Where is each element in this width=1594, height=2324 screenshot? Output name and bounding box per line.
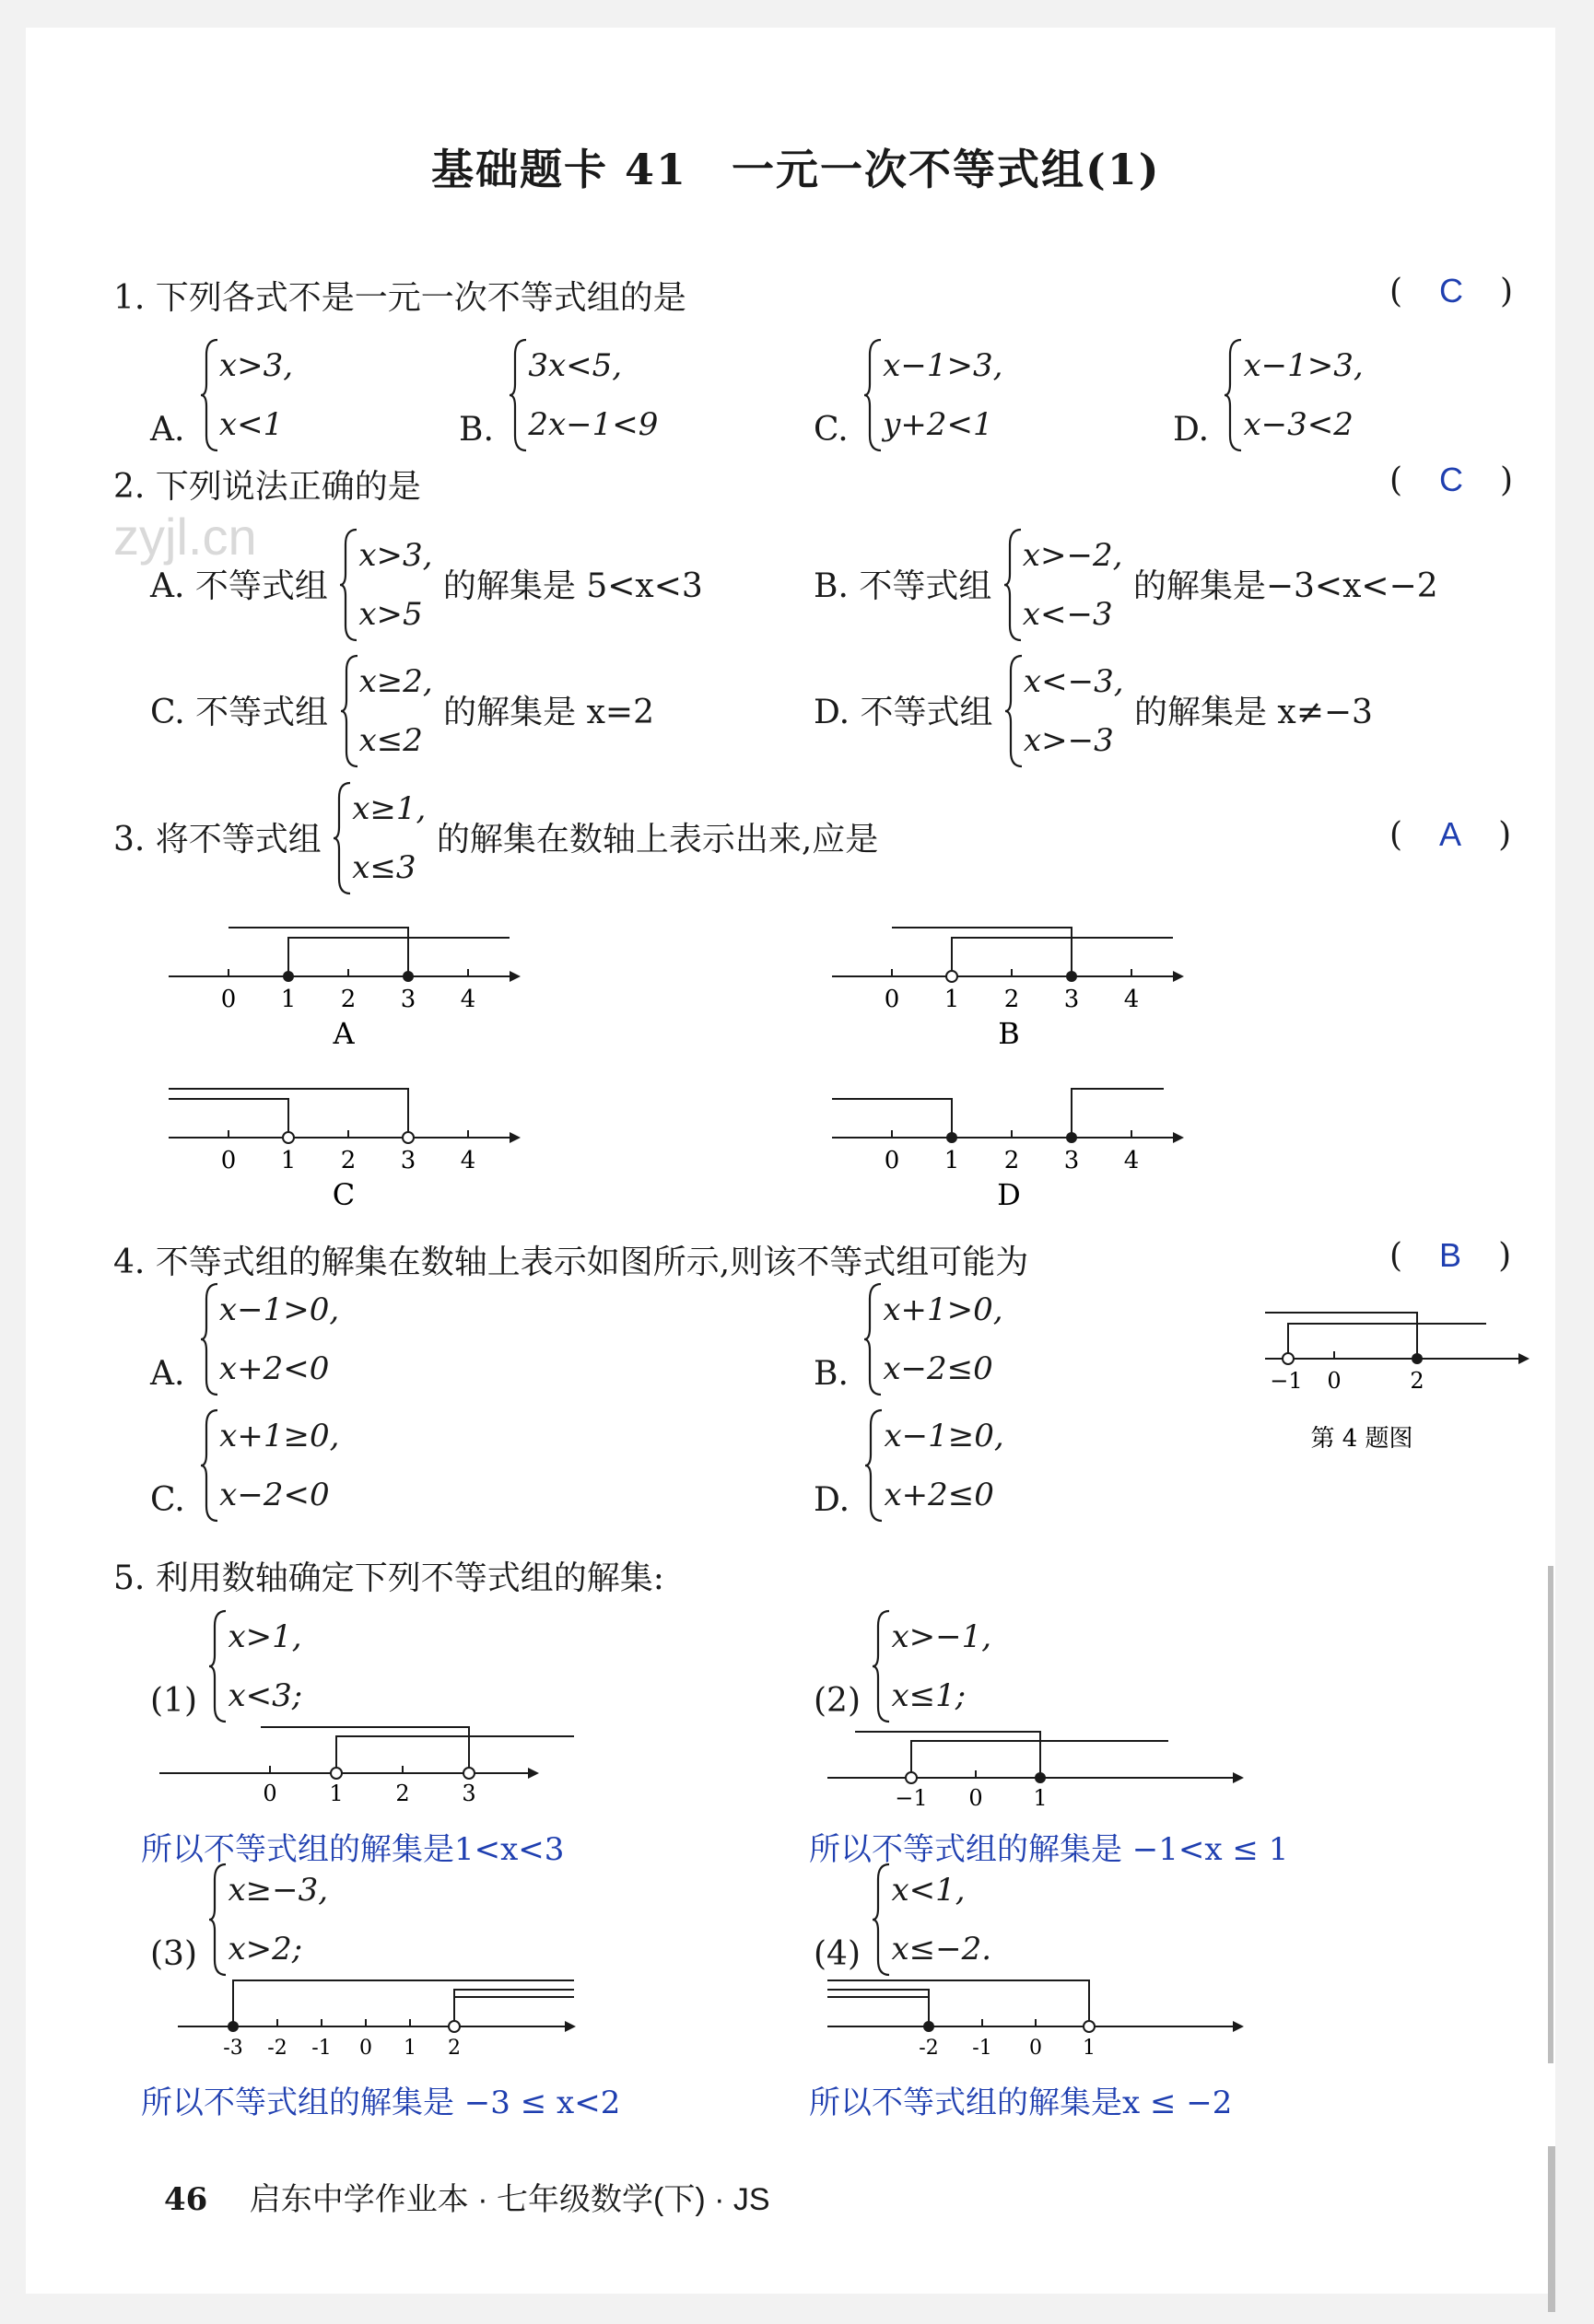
tick-label: 0	[359, 2037, 372, 2060]
part-label: (1)	[150, 1682, 197, 1720]
q3-answer: A	[1439, 815, 1462, 853]
worksheet-page	[26, 28, 1555, 2294]
sys-line-2: x−2<0	[219, 1477, 330, 1513]
option-suffix: 的解集是 x=2	[443, 694, 654, 731]
option-label: A.	[150, 411, 185, 449]
q2-option-a	[150, 530, 703, 648]
footer	[164, 2174, 770, 2219]
sys-line-2: x+2≤0	[884, 1477, 994, 1513]
q1-stem: 1. 下列各式不是一元一次不等式组的是	[113, 279, 686, 317]
q3-stem-post: 的解集在数轴上表示出来,应是	[436, 821, 879, 858]
q5-part-2	[814, 1607, 991, 1725]
tick-label: 0	[884, 986, 900, 1013]
option-label: A.	[150, 1355, 185, 1393]
q3-answer-box: ( A )	[1389, 815, 1512, 854]
option-prefix: C. 不等式组	[150, 694, 329, 731]
tick-label: 2	[1003, 986, 1020, 1013]
option-label: C.	[814, 411, 849, 449]
tick-label: 0	[1029, 2037, 1042, 2060]
tick-label: -3	[223, 2037, 243, 2060]
tick-label: −1	[1270, 1368, 1303, 1394]
sys-line-2: x≤3	[352, 849, 416, 886]
tick-label: -1	[311, 2037, 332, 2060]
q1-option-b	[459, 336, 658, 454]
q5-part-1	[150, 1607, 302, 1725]
q1-option-c	[814, 336, 1002, 454]
point-3	[1066, 971, 1077, 982]
sys-line-2: x<3;	[228, 1677, 303, 1714]
q4-answer: B	[1439, 1236, 1462, 1274]
tick-label: 2	[340, 1147, 357, 1174]
watermark: zyjl.cn	[113, 508, 257, 566]
tick-label: 2	[395, 1781, 410, 1806]
tick-label: 3	[400, 1147, 416, 1174]
tick-label: 1	[329, 1781, 344, 1806]
sys-line-2: x−3<2	[1243, 406, 1354, 443]
q4-figure	[1242, 1285, 1546, 1469]
q5-1-answer: 所以不等式组的解集是1<x<3	[141, 1831, 565, 1868]
tick-label: 0	[220, 1147, 237, 1174]
sys-line-2: x>2;	[228, 1931, 303, 1968]
sys-line-2: x−2≤0	[883, 1350, 993, 1387]
q3-numberline-a	[141, 889, 528, 1045]
tick-label: 1	[280, 1147, 297, 1174]
q1-answer: C	[1439, 272, 1464, 309]
q3-numberline-d	[804, 1050, 1191, 1207]
q3-stem	[113, 783, 878, 901]
tick-label: 2	[448, 2037, 461, 2060]
point-3	[1066, 1132, 1077, 1143]
page-number: 46	[164, 2181, 208, 2218]
tick-label: −1	[895, 1785, 928, 1811]
part-label: (4)	[814, 1935, 861, 1973]
q5-4-numberline	[809, 1971, 1270, 2073]
option-suffix: 的解集是 x≠−3	[1133, 694, 1373, 731]
part-label: (3)	[150, 1935, 197, 1973]
point-1	[283, 1132, 294, 1143]
q3-numberline-b	[804, 889, 1191, 1045]
option-prefix: D. 不等式组	[814, 694, 993, 731]
sys-line-2: y+2<1	[883, 406, 993, 443]
option-label: D.	[814, 1481, 850, 1519]
tick-label: 0	[220, 986, 237, 1013]
sys-line-1: x≥2,	[358, 663, 433, 700]
q4-answer-box: ( B )	[1389, 1236, 1512, 1275]
q2-answer-box: ( C )	[1389, 461, 1514, 499]
sys-line-1: x−1>0,	[218, 1291, 340, 1328]
sys-line-1: x>3,	[358, 537, 433, 574]
tick-label: 3	[462, 1781, 476, 1806]
tick-label: 2	[340, 986, 357, 1013]
option-suffix: 的解集是−3<x<−2	[1132, 567, 1438, 605]
sys-line-1: x<−3,	[1023, 663, 1124, 700]
q4-option-c	[150, 1407, 339, 1524]
q5-part-4	[814, 1861, 991, 1979]
point-3	[403, 971, 414, 982]
point-1	[946, 971, 957, 982]
tick-label: 3	[1063, 986, 1080, 1013]
point-1	[946, 1132, 957, 1143]
sys-line-2: x≤1;	[891, 1677, 967, 1714]
q3-numberline-c	[141, 1050, 528, 1207]
tick-label: 4	[460, 986, 476, 1013]
book-title: 启东中学作业本 · 七年级数学(下) · JS	[249, 2182, 770, 2217]
point-3	[403, 1132, 414, 1143]
q2-option-c	[150, 656, 654, 774]
option-label: B.	[814, 1355, 849, 1393]
tick-label: 0	[968, 1785, 983, 1811]
scan-edge	[1548, 1566, 1553, 2063]
tick-label: 1	[1083, 2037, 1096, 2060]
option-prefix: B. 不等式组	[814, 567, 992, 605]
sys-line-1: x>−1,	[891, 1618, 992, 1655]
part-label: (2)	[814, 1682, 861, 1720]
sys-line-1: x≥1,	[352, 790, 427, 827]
sys-line-1: x>−2,	[1022, 537, 1123, 574]
point-1	[283, 971, 294, 982]
figure-label: C	[332, 1177, 356, 1207]
tick-label: 1	[1033, 1785, 1048, 1811]
page-title: 基础题卡 41 一元一次不等式组(1)	[431, 145, 1161, 194]
option-label: D.	[1173, 411, 1210, 449]
sys-line-2: x≤−2.	[891, 1931, 992, 1968]
q5-stem: 5. 利用数轴确定下列不等式组的解集:	[113, 1559, 664, 1597]
q5-2-numberline	[800, 1723, 1260, 1824]
option-prefix: A. 不等式组	[150, 567, 328, 605]
q5-3-answer: 所以不等式组的解集是 −3 ≤ x<2	[141, 2085, 621, 2121]
tick-label: -2	[267, 2037, 287, 2060]
tick-label: 4	[1123, 986, 1140, 1013]
sys-line-2: x<1	[218, 406, 284, 443]
option-suffix: 的解集是 5<x<3	[442, 567, 703, 605]
figure-label: D	[997, 1177, 1021, 1207]
tick-label: 0	[263, 1781, 277, 1806]
sys-line-1: x−1>3,	[1243, 347, 1364, 384]
q5-1-numberline	[132, 1718, 592, 1819]
sys-line-1: x−1≥0,	[884, 1418, 1004, 1454]
tick-label: 0	[1327, 1368, 1342, 1394]
tick-label: 2	[1410, 1368, 1424, 1394]
tick-label: 1	[280, 986, 297, 1013]
q3-stem-pre: 3. 将不等式组	[113, 821, 322, 858]
q5-2-answer: 所以不等式组的解集是 −1<x ≤ 1	[809, 1831, 1289, 1868]
tick-label: 3	[400, 986, 416, 1013]
tick-label: 0	[884, 1147, 900, 1174]
point-2	[1412, 1353, 1423, 1364]
q1-answer-box: ( C )	[1389, 272, 1514, 310]
tick-label: 4	[1123, 1147, 1140, 1174]
sys-line-2: x<−3	[1022, 596, 1113, 633]
tick-label: -2	[919, 2037, 939, 2060]
q2-answer: C	[1439, 461, 1464, 498]
sys-line-1: x+1≥0,	[219, 1418, 340, 1454]
q5-4-answer: 所以不等式组的解集是x ≤ −2	[809, 2085, 1233, 2121]
q5-part-3	[150, 1861, 328, 1979]
q2-option-d	[814, 656, 1373, 774]
q2-option-b	[814, 530, 1438, 648]
sys-line-1: x+1>0,	[883, 1291, 1003, 1328]
sys-line-2: x+2<0	[218, 1350, 330, 1387]
sys-line-2: x>−3	[1023, 722, 1114, 759]
sys-line-2: x≤2	[358, 722, 423, 759]
sys-line-2: 2x−1<9	[528, 406, 659, 443]
q5-3-numberline	[159, 1971, 620, 2073]
figure-label: A	[333, 1016, 355, 1045]
tick-label: 1	[944, 1147, 960, 1174]
scan-edge	[1548, 2146, 1555, 2312]
sys-line-1: x≥−3,	[228, 1872, 329, 1909]
q4-option-d	[814, 1407, 1004, 1524]
q1-option-a	[150, 336, 293, 454]
sys-line-1: x−1>3,	[883, 347, 1003, 384]
q2-stem: 2. 下列说法正确的是	[113, 468, 421, 506]
figure-caption: 第 4 题图	[1310, 1425, 1413, 1453]
sys-line-1: x>1,	[228, 1618, 302, 1655]
sys-line-1: x>3,	[218, 347, 294, 384]
tick-label: 3	[1063, 1147, 1080, 1174]
tick-label: 1	[944, 986, 960, 1013]
tick-label: 2	[1003, 1147, 1020, 1174]
sys-line-1: x<1,	[891, 1872, 966, 1909]
q4-option-a	[150, 1280, 339, 1398]
sys-line-2: x>5	[358, 596, 423, 633]
point-minus-1	[1283, 1353, 1294, 1364]
option-label: C.	[150, 1481, 185, 1519]
option-label: B.	[459, 411, 494, 449]
tick-label: 1	[404, 2037, 416, 2060]
figure-label: B	[998, 1016, 1020, 1045]
tick-label: 4	[460, 1147, 476, 1174]
q1-option-d	[1173, 336, 1364, 454]
tick-label: -1	[972, 2037, 992, 2060]
sys-line-1: 3x<5,	[528, 347, 623, 384]
q4-option-b	[814, 1280, 1003, 1398]
q4-stem: 4. 不等式组的解集在数轴上表示如图所示,则该不等式组可能为	[113, 1244, 1029, 1281]
